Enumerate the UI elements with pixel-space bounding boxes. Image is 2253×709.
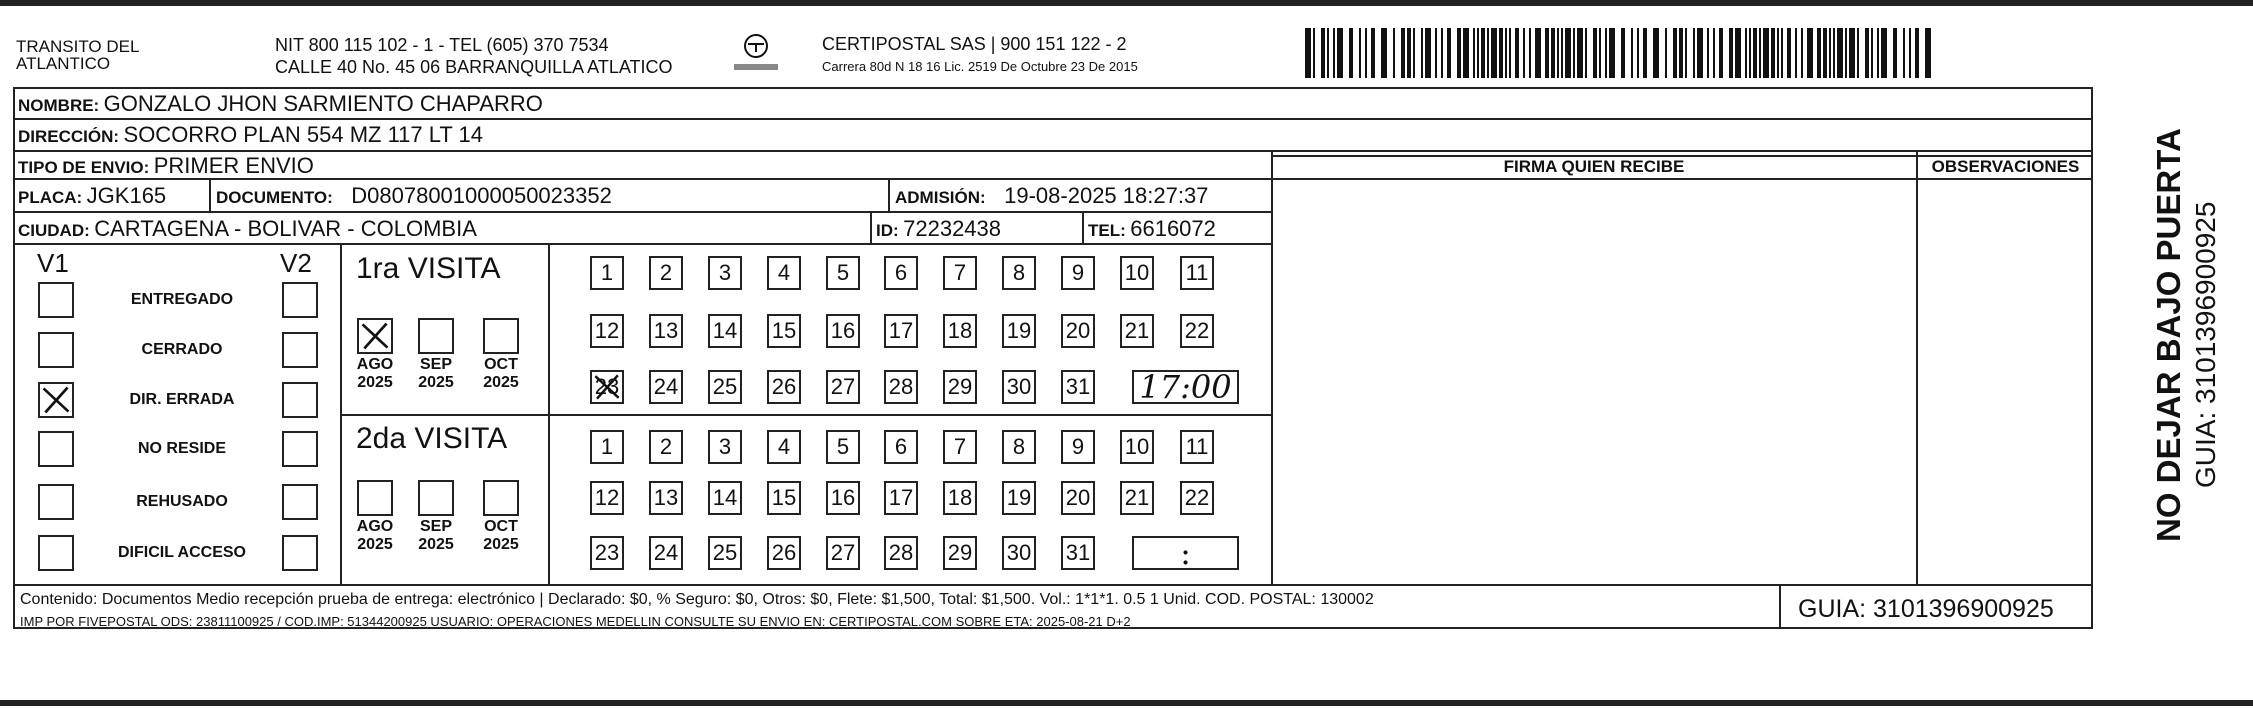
barcode-bar [1807,28,1813,78]
day-box[interactable]: 17 [884,481,918,515]
barcode-bar [1631,28,1633,78]
day-box[interactable]: 24 [649,536,683,570]
status-label: DIR. ERRADA [129,391,235,408]
barcode-bar [1829,28,1831,78]
barcode-bar [1787,28,1791,78]
time-box[interactable]: 17:00 [1132,370,1239,404]
day-box[interactable]: 9 [1061,256,1095,290]
v1-checkbox[interactable] [38,535,74,571]
day-box[interactable]: 15 [767,314,801,348]
v1-checkbox[interactable] [38,282,74,318]
id-label: ID: [876,221,899,240]
day-box[interactable]: 7 [943,430,977,464]
month-year: 2025 [357,374,393,391]
rule [1779,584,1781,629]
barcode-bar [1413,28,1415,78]
barcode-bar [1707,28,1709,78]
day-box[interactable]: 29 [943,536,977,570]
side-guia: GUIA: 3101396900925 [2190,201,2221,488]
v1-checkbox[interactable] [38,382,74,418]
month-label: OCT [484,356,518,373]
barcode-bar [1585,28,1587,78]
barcode-bar [1837,28,1843,78]
address-line: CALLE 40 No. 45 06 BARRANQUILLA ATLATICO [275,57,673,77]
barcode-bar [1845,28,1847,78]
documento-value: D08078001000050023352 [351,183,612,208]
v2-checkbox[interactable] [282,382,318,418]
barcode-bar [1573,28,1575,78]
barcode-bar [1693,28,1695,78]
barcode-bar [1515,28,1519,78]
rule [888,178,890,211]
nit-line: NIT 800 115 102 - 1 - TEL (605) 370 7534 [275,35,609,55]
tipo-value: PRIMER ENVIO [153,153,314,178]
barcode-bar [1893,28,1897,78]
barcode-bar [1795,28,1797,78]
barcode-bar [1881,28,1887,78]
admision-label: ADMISIÓN: [895,188,986,207]
barcode-bar [1857,28,1859,78]
handwritten-x-mark [40,384,72,416]
month-label: AGO [356,356,394,373]
barcode-bar [1371,28,1375,78]
nombre-value: GONZALO JHON SARMIENTO CHAPARRO [103,91,543,116]
barcode-bar [1849,28,1855,78]
day-box[interactable]: 30 [1002,370,1036,404]
day-box[interactable]: 31 [1061,370,1095,404]
day-box[interactable]: 24 [649,370,683,404]
footer-print-line: IMP POR FIVEPOSTAL ODS: 23811100925 / COD.IMP: 51344200925 USUARIO: OPERACIONES MEDELLIN CONSULTE SU ENVIO EN: CERTIPOSTAL.COM SOBRE ETA: 2025-08-21 D+2 [20,614,1131,629]
day-box[interactable]: 5 [826,430,860,464]
day-box[interactable]: 29 [943,370,977,404]
id-row [876,216,1001,242]
barcode-bar [1915,28,1919,78]
barcode-bar [1505,28,1507,78]
barcode-bar [1685,28,1687,78]
org-contact [275,34,673,78]
barcode-bar [1621,28,1625,78]
barcode-bar [1771,28,1775,78]
day-box[interactable]: 26 [767,536,801,570]
day-box[interactable]: 2 [649,256,683,290]
rule [13,118,2093,120]
status-label: NO RESIDE [137,440,226,457]
day-box[interactable]: 12 [590,314,624,348]
observaciones-label: OBSERVACIONES [1931,157,2080,176]
tipo-envio-row [18,153,314,179]
time-box[interactable]: : [1132,536,1239,570]
courier-logo-icon [730,32,782,76]
day-box[interactable]: 19 [1002,314,1036,348]
barcode-bar [1909,28,1911,78]
status-label: DIFICIL ACCESO [117,544,246,561]
month-label: SEP [419,356,452,373]
month-checkbox-ago[interactable] [357,318,393,354]
barcode-bar [1305,28,1311,78]
direccion-value: SOCORRO PLAN 554 MZ 117 LT 14 [123,122,483,147]
day-box[interactable]: 14 [708,481,742,515]
barcode-bar [1441,28,1443,78]
v2-checkbox[interactable] [282,484,318,520]
barcode-bar [1665,28,1667,78]
footer-guia: GUIA: 3101396900925 [1798,595,2054,623]
barcode-bar [1877,28,1879,78]
rule [209,178,211,211]
day-box[interactable]: 13 [649,481,683,515]
barcode-bar [1435,28,1437,78]
barcode-bar [1763,28,1769,78]
day-box[interactable]: 7 [943,256,977,290]
barcode-bar [1523,28,1525,78]
barcode-bar [1421,28,1423,78]
month-year: 2025 [418,536,454,553]
barcode-bar [1713,28,1715,78]
day-box[interactable]: 22 [1180,481,1214,515]
rule [340,414,1271,416]
v2-checkbox[interactable] [282,282,318,318]
documento-row [216,183,612,209]
v2-checkbox[interactable] [282,535,318,571]
second-visit-title: 2da VISITA [356,422,508,455]
month-checkbox-sep[interactable] [418,480,454,516]
barcode-bar [1545,28,1549,78]
barcode-bar [1401,28,1405,78]
barcode-bar [1823,28,1827,78]
v2-checkbox[interactable] [282,332,318,368]
barcode-bar [1359,28,1361,78]
barcode-bar [1477,28,1479,78]
barcode-bar [1381,28,1387,78]
day-box[interactable]: 8 [1002,256,1036,290]
barcode-bar [1551,28,1555,78]
day-box[interactable]: 3 [708,256,742,290]
status-label: CERRADO [141,341,223,358]
barcode-bar [1599,28,1601,78]
day-box[interactable]: 31 [1061,536,1095,570]
tel-value: 6616072 [1130,216,1216,241]
nombre-label: NOMBRE: [18,96,100,115]
barcode-bar [1833,28,1835,78]
courier-line2: Carrera 80d N 18 16 Lic. 2519 De Octubre 23 De 2015 [822,59,1138,74]
barcode-bar [1565,28,1571,78]
month-year: 2025 [483,536,519,553]
bottom-border [0,700,2253,706]
day-box[interactable]: 8 [1002,430,1036,464]
day-box[interactable]: 4 [767,430,801,464]
barcode-bar [1817,28,1821,78]
courier-info [822,34,1138,74]
day-box[interactable]: 19 [1002,481,1036,515]
id-value: 72232438 [903,216,1002,241]
barcode-bar [1365,28,1367,78]
day-box[interactable]: 6 [884,430,918,464]
rule [13,243,1271,245]
courier-line1: CERTIPOSTAL SAS | 900 151 122 - 2 [822,34,1127,54]
day-box[interactable] [590,370,624,404]
placa-label: PLACA: [18,188,83,207]
barcode-bar [1499,28,1503,78]
day-box[interactable]: 2 [649,430,683,464]
side-warning: NO DEJAR BAJO PUERTA [2150,128,2187,542]
direccion-label: DIRECCIÓN: [18,127,120,146]
month-checkbox-oct[interactable] [483,480,519,516]
barcode-bar [1407,28,1411,78]
footer-content-line: Contenido: Documentos Medio recepción prueba de entrega: electrónico | Declarado: $0, % Seguro: $0, Otros: $0, Flete: $1,500, Total: $1,500. Vol.: 1*1*1. 0.5 1 Unid. COD. POSTAL: 130002 [20,591,1374,608]
month-checkbox-oct[interactable] [483,318,519,354]
day-box[interactable]: 6 [884,256,918,290]
day-box[interactable]: 1 [590,430,624,464]
v1-checkbox[interactable] [38,431,74,467]
day-box[interactable]: 30 [1002,536,1036,570]
day-box[interactable]: 3 [708,430,742,464]
day-box[interactable]: 14 [708,314,742,348]
barcode-bar [1801,28,1803,78]
status-label: REHUSADO [136,493,228,510]
barcode-bar [1463,28,1469,78]
ciudad-value: CARTAGENA - BOLIVAR - COLOMBIA [94,216,477,241]
day-box[interactable]: 12 [590,481,624,515]
observations-area[interactable] [1918,180,2092,583]
v2-label: V2 [280,248,312,278]
barcode-bar [1719,28,1723,78]
tel-row [1088,216,1216,242]
status-label: ENTREGADO [130,291,234,308]
day-box[interactable]: 13 [649,314,683,348]
rule [13,584,2093,586]
handwritten-x-mark [592,372,622,402]
rule [870,211,872,243]
month-year: 2025 [418,374,454,391]
admision-row [895,183,1208,209]
signature-area[interactable] [1273,180,1915,583]
handwritten-x-mark [359,320,391,352]
barcode-bar [1753,28,1757,78]
day-box[interactable]: 26 [767,370,801,404]
day-box[interactable]: 18 [943,481,977,515]
org-name [16,38,139,72]
tipo-label: TIPO DE ENVIO: [18,158,150,177]
v1-checkbox[interactable] [38,332,74,368]
org-line1: TRANSITO DEL [16,37,140,56]
day-box[interactable]: 20 [1061,314,1095,348]
barcode-bar [1735,28,1741,78]
barcode-bar [1337,28,1343,78]
barcode-bar [1327,28,1329,78]
barcode-bar [1561,28,1563,78]
day-box[interactable]: 28 [884,370,918,404]
day-box[interactable]: 18 [943,314,977,348]
barcode-bar [1729,28,1733,78]
v2-checkbox[interactable] [282,431,318,467]
day-box[interactable]: 27 [826,536,860,570]
day-number: 23 [594,374,620,399]
day-box[interactable]: 16 [826,314,860,348]
barcode-bar [1509,28,1511,78]
barcode-bar [1925,28,1931,78]
barcode-bar [1679,28,1683,78]
ciudad-label: CIUDAD: [18,221,90,240]
ciudad-row [18,216,477,242]
day-box[interactable]: 5 [826,256,860,290]
barcode-bar [1781,28,1783,78]
day-box[interactable]: 23 [590,536,624,570]
barcode-bar [1865,28,1869,78]
barcode [1305,28,1939,78]
direccion-row [18,122,483,148]
barcode-bar [1313,28,1315,78]
first-visit-title: 1ra VISITA [356,252,501,285]
day-box[interactable]: 28 [884,536,918,570]
month-year: 2025 [357,536,393,553]
barcode-bar [1577,28,1583,78]
month-label: OCT [484,518,518,535]
barcode-bar [1903,28,1905,78]
barcode-bar [1447,28,1451,78]
month-checkbox-sep[interactable] [418,318,454,354]
barcode-bar [1593,28,1597,78]
tel-label: TEL: [1088,221,1126,240]
day-box[interactable]: 11 [1180,256,1214,290]
month-label: AGO [356,518,394,535]
day-box[interactable]: 27 [826,370,860,404]
day-box[interactable]: 11 [1180,430,1214,464]
placa-row [18,183,166,209]
barcode-bar [1481,28,1485,78]
v1-label: V1 [37,248,69,278]
barcode-bar [1473,28,1475,78]
month-label: SEP [419,518,452,535]
barcode-bar [1697,28,1703,78]
barcode-bar [1535,28,1541,78]
barcode-bar [1777,28,1779,78]
barcode-bar [1673,28,1677,78]
barcode-bar [1745,28,1747,78]
barcode-bar [1487,28,1489,78]
barcode-bar [1637,28,1639,78]
day-box[interactable]: 20 [1061,481,1095,515]
v1-checkbox[interactable] [38,484,74,520]
barcode-bar [1349,28,1353,78]
org-line2: ATLANTICO [16,54,111,73]
day-box[interactable]: 16 [826,481,860,515]
barcode-bar [1321,28,1325,78]
firma-label: FIRMA QUIEN RECIBE [1503,157,1685,176]
nombre-row [18,91,543,117]
barcode-bar [1759,28,1761,78]
day-box[interactable]: 9 [1061,430,1095,464]
day-box[interactable]: 25 [708,370,742,404]
day-box[interactable]: 15 [767,481,801,515]
day-box[interactable]: 17 [884,314,918,348]
top-border [0,0,2253,6]
barcode-bar [1749,28,1751,78]
barcode-bar [1609,28,1615,78]
barcode-bar [1393,28,1395,78]
placa-value: JGK165 [86,183,167,208]
documento-label: DOCUMENTO: [216,188,333,207]
day-box[interactable]: 21 [1120,481,1154,515]
day-box[interactable]: 4 [767,256,801,290]
day-box[interactable]: 25 [708,536,742,570]
barcode-bar [1653,28,1659,78]
day-box[interactable]: 22 [1180,314,1214,348]
month-checkbox-ago[interactable] [357,480,393,516]
month-year: 2025 [483,374,519,391]
day-box[interactable]: 10 [1120,430,1154,464]
rule [1082,211,1084,243]
barcode-bar [1871,28,1873,78]
barcode-bar [1557,28,1559,78]
barcode-bar [1491,28,1497,78]
day-box[interactable]: 10 [1120,256,1154,290]
day-box[interactable]: 21 [1120,314,1154,348]
barcode-bar [1425,28,1431,78]
barcode-bar [1605,28,1607,78]
barcode-bar [1529,28,1531,78]
barcode-bar [1457,28,1461,78]
admision-value: 19-08-2025 18:27:37 [1004,183,1209,208]
rule [13,150,2093,152]
day-box[interactable]: 1 [590,256,624,290]
barcode-bar [1643,28,1647,78]
barcode-bar [1333,28,1335,78]
